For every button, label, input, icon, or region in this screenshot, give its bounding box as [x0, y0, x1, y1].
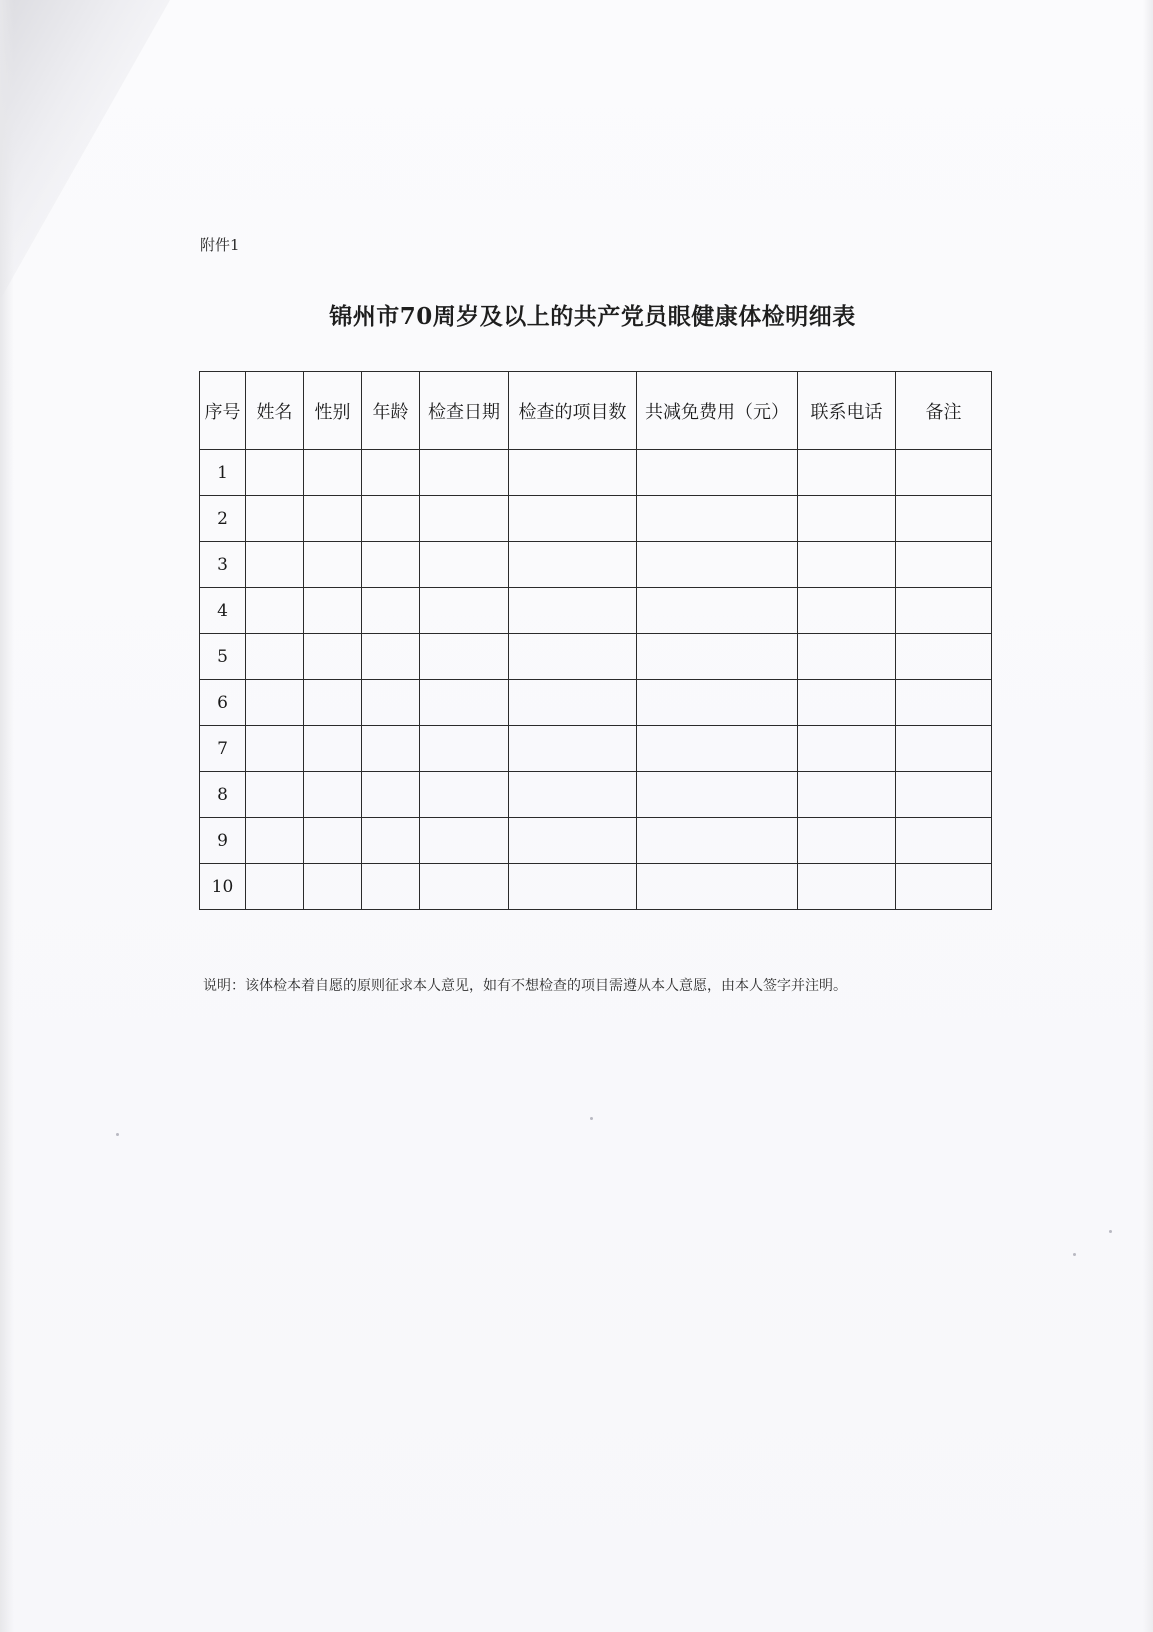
header-item-count: 检查的项目数	[509, 372, 637, 450]
cell-age	[362, 542, 420, 588]
scan-speck	[116, 1133, 119, 1136]
cell-item-count	[509, 542, 637, 588]
cell-item-count	[509, 864, 637, 910]
header-fee-reduction: 共减免费用（元）	[637, 372, 798, 450]
cell-age	[362, 634, 420, 680]
cell-exam-date	[420, 818, 509, 864]
header-phone: 联系电话	[798, 372, 896, 450]
cell-fee-reduction	[637, 680, 798, 726]
cell-fee-reduction	[637, 542, 798, 588]
cell-item-count	[509, 680, 637, 726]
cell-name	[246, 680, 304, 726]
cell-gender	[304, 818, 362, 864]
cell-age	[362, 680, 420, 726]
page-edge-left	[0, 0, 14, 1632]
cell-age	[362, 450, 420, 496]
table-row	[200, 450, 992, 496]
cell-name	[246, 588, 304, 634]
cell-age	[362, 588, 420, 634]
cell-remarks	[896, 634, 992, 680]
cell-serial: 6	[200, 680, 246, 726]
cell-name	[246, 864, 304, 910]
cell-item-count	[509, 634, 637, 680]
table-body	[200, 450, 992, 910]
cell-serial: 10	[200, 864, 246, 910]
cell-phone	[798, 542, 896, 588]
cell-exam-date	[420, 542, 509, 588]
cell-age	[362, 496, 420, 542]
table-row	[200, 772, 992, 818]
table-row	[200, 680, 992, 726]
cell-name	[246, 726, 304, 772]
cell-phone	[798, 450, 896, 496]
cell-item-count	[509, 772, 637, 818]
cell-phone	[798, 772, 896, 818]
attachment-label: 附件1	[200, 236, 240, 254]
cell-remarks	[896, 680, 992, 726]
cell-remarks	[896, 726, 992, 772]
cell-fee-reduction	[637, 496, 798, 542]
table-row	[200, 588, 992, 634]
table-row	[200, 496, 992, 542]
footnote: 说明：该体检本着自愿的原则征求本人意见，如有不想检查的项目需遵从本人意愿，由本人签字并注明。	[203, 978, 847, 994]
header-serial: 序号	[200, 372, 246, 450]
table-row	[200, 726, 992, 772]
cell-remarks	[896, 818, 992, 864]
table-header-row	[200, 372, 992, 450]
cell-exam-date	[420, 726, 509, 772]
cell-phone	[798, 818, 896, 864]
cell-serial: 2	[200, 496, 246, 542]
cell-exam-date	[420, 450, 509, 496]
document-title-text: 锦州市70周岁及以上的共产党员眼健康体检明细表	[329, 303, 856, 330]
cell-gender	[304, 634, 362, 680]
cell-remarks	[896, 772, 992, 818]
table-row	[200, 864, 992, 910]
cell-serial: 9	[200, 818, 246, 864]
cell-phone	[798, 588, 896, 634]
scan-speck	[1073, 1253, 1076, 1256]
cell-gender	[304, 864, 362, 910]
cell-phone	[798, 680, 896, 726]
cell-exam-date	[420, 496, 509, 542]
header-exam-date: 检查日期	[420, 372, 509, 450]
cell-phone	[798, 726, 896, 772]
cell-fee-reduction	[637, 726, 798, 772]
cell-exam-date	[420, 634, 509, 680]
cell-name	[246, 772, 304, 818]
detail-table	[199, 371, 992, 910]
document-title	[0, 298, 1153, 331]
cell-fee-reduction	[637, 450, 798, 496]
header-remarks: 备注	[896, 372, 992, 450]
cell-fee-reduction	[637, 634, 798, 680]
cell-age	[362, 726, 420, 772]
scan-speck	[590, 1117, 593, 1120]
cell-phone	[798, 864, 896, 910]
cell-age	[362, 772, 420, 818]
cell-serial: 7	[200, 726, 246, 772]
cell-serial: 3	[200, 542, 246, 588]
cell-exam-date	[420, 588, 509, 634]
cell-gender	[304, 726, 362, 772]
cell-serial: 8	[200, 772, 246, 818]
table-row	[200, 634, 992, 680]
cell-fee-reduction	[637, 588, 798, 634]
cell-item-count	[509, 496, 637, 542]
cell-gender	[304, 772, 362, 818]
cell-gender	[304, 542, 362, 588]
cell-serial: 5	[200, 634, 246, 680]
cell-phone	[798, 634, 896, 680]
table-row	[200, 542, 992, 588]
header-name: 姓名	[246, 372, 304, 450]
cell-item-count	[509, 450, 637, 496]
cell-item-count	[509, 818, 637, 864]
cell-gender	[304, 588, 362, 634]
cell-name	[246, 634, 304, 680]
cell-fee-reduction	[637, 864, 798, 910]
cell-name	[246, 450, 304, 496]
cell-remarks	[896, 496, 992, 542]
cell-item-count	[509, 588, 637, 634]
cell-age	[362, 818, 420, 864]
cell-name	[246, 496, 304, 542]
header-gender: 性别	[304, 372, 362, 450]
table-row	[200, 818, 992, 864]
cell-remarks	[896, 450, 992, 496]
cell-gender	[304, 450, 362, 496]
cell-gender	[304, 680, 362, 726]
cell-fee-reduction	[637, 818, 798, 864]
cell-item-count	[509, 726, 637, 772]
header-age: 年龄	[362, 372, 420, 450]
page-edge-right	[1143, 0, 1153, 1632]
cell-phone	[798, 496, 896, 542]
cell-serial: 4	[200, 588, 246, 634]
cell-name	[246, 542, 304, 588]
cell-name	[246, 818, 304, 864]
cell-serial: 1	[200, 450, 246, 496]
cell-fee-reduction	[637, 772, 798, 818]
cell-exam-date	[420, 864, 509, 910]
cell-remarks	[896, 864, 992, 910]
cell-remarks	[896, 542, 992, 588]
cell-exam-date	[420, 680, 509, 726]
cell-age	[362, 864, 420, 910]
cell-remarks	[896, 588, 992, 634]
cell-exam-date	[420, 772, 509, 818]
folded-corner-shadow	[0, 0, 170, 300]
cell-gender	[304, 496, 362, 542]
scan-speck	[1109, 1230, 1112, 1233]
